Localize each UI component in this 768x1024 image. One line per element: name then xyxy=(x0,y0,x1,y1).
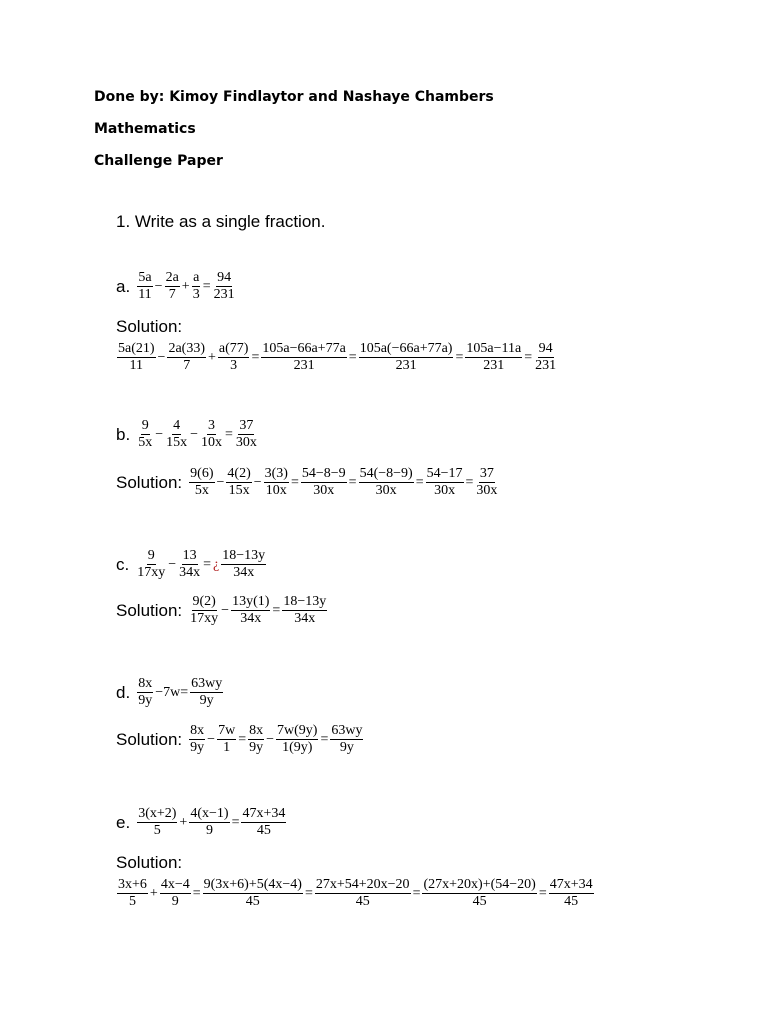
denominator: 1 xyxy=(223,740,231,755)
numerator: 4(2) xyxy=(227,466,251,481)
part-e-problem xyxy=(116,806,287,839)
numerator: 37 xyxy=(239,418,254,433)
operator: − xyxy=(266,731,275,747)
numerator: 2a(33) xyxy=(168,341,205,356)
denominator: 11 xyxy=(138,287,152,302)
denominator: 10x xyxy=(265,483,287,498)
denominator: 17xy xyxy=(190,611,219,626)
denominator: 5 xyxy=(153,823,161,838)
denominator: 9y xyxy=(339,740,354,755)
part-b-problem-expr xyxy=(136,418,259,451)
fraction xyxy=(475,466,498,499)
numerator: 9 xyxy=(141,418,149,433)
operator: + xyxy=(149,885,158,901)
operator: = xyxy=(290,474,299,490)
part-c-solution xyxy=(116,594,328,627)
operator: = xyxy=(320,731,329,747)
numerator: (27x+20x)+(54−20) xyxy=(423,877,536,892)
fraction xyxy=(189,723,205,756)
numerator: 3 xyxy=(208,418,215,433)
numerator: 7w(9y) xyxy=(277,723,318,738)
fraction xyxy=(136,548,166,581)
fraction xyxy=(167,341,206,374)
fraction xyxy=(301,466,347,499)
numerator: 47x+34 xyxy=(549,877,593,892)
denominator: 30x xyxy=(375,483,397,498)
denominator: 231 xyxy=(293,358,315,373)
denominator: 1(9y) xyxy=(282,740,313,755)
numerator: 47x+34 xyxy=(242,806,286,821)
part-a-solution-label-row xyxy=(116,317,188,337)
operator: = xyxy=(538,885,547,901)
denominator: 5x xyxy=(194,483,209,498)
question-heading: 1. Write as a single fraction. xyxy=(116,212,326,231)
part-a-problem-expr xyxy=(136,270,236,303)
denominator: 34x xyxy=(179,565,201,580)
operator: + xyxy=(181,278,190,294)
numerator: 105a(−66a+77a) xyxy=(359,341,453,356)
operator: = xyxy=(524,349,533,365)
part-e-solution-expr xyxy=(116,877,595,910)
part-d-problem xyxy=(116,676,224,709)
fraction xyxy=(359,466,414,499)
part-e-problem-expr xyxy=(136,806,287,839)
numerator: 54−17 xyxy=(426,466,463,481)
operator: − xyxy=(253,474,262,490)
denominator: 3 xyxy=(230,358,238,373)
fraction xyxy=(282,594,327,627)
operator: + xyxy=(179,814,188,830)
numerator: 9 xyxy=(147,548,155,563)
operator: − xyxy=(190,426,198,442)
operator: = xyxy=(348,349,357,365)
part-a-solution xyxy=(116,341,558,374)
denominator: 11 xyxy=(129,358,144,373)
numerator: 8x xyxy=(190,723,205,738)
numerator: 27x+54+20x−20 xyxy=(315,877,410,892)
operator: − xyxy=(216,474,225,490)
part-c-solution-label: Solution: xyxy=(116,600,183,620)
denominator: 34x xyxy=(240,611,262,626)
fraction xyxy=(190,676,223,709)
operator: − xyxy=(157,349,166,365)
denominator: 5 xyxy=(128,894,136,909)
numerator: 7w xyxy=(218,723,236,738)
operator: = xyxy=(203,556,212,572)
operator: − xyxy=(154,278,163,294)
fraction xyxy=(221,548,266,581)
denominator: 9y xyxy=(138,693,153,708)
numerator: 4 xyxy=(173,418,181,433)
paper-title: Challenge Paper xyxy=(94,153,223,169)
fraction xyxy=(189,466,214,499)
operator: = xyxy=(238,731,247,747)
operator: = xyxy=(192,885,201,901)
numerator: 2a xyxy=(165,270,179,285)
numerator: 105a−66a+77a xyxy=(262,341,346,356)
part-b-problem xyxy=(116,418,259,451)
fraction xyxy=(189,594,219,627)
numerator: 3(3) xyxy=(264,466,288,481)
fraction xyxy=(549,877,594,910)
fraction xyxy=(203,877,303,910)
denominator: 7 xyxy=(168,287,176,302)
denominator: 9 xyxy=(171,894,179,909)
operator: = xyxy=(348,474,357,490)
part-e-solution-label-row xyxy=(116,853,188,873)
denominator: 45 xyxy=(472,894,487,909)
fraction xyxy=(534,341,557,374)
part-e-solution-label: Solution: xyxy=(116,853,183,872)
denominator: 15x xyxy=(228,483,250,498)
part-d-problem-expr xyxy=(136,676,224,709)
numerator: 9(3x+6)+5(4x−4) xyxy=(203,877,302,892)
denominator: 34x xyxy=(233,565,255,580)
numerator: 94 xyxy=(538,341,553,356)
denominator: 9y xyxy=(249,740,264,755)
denominator: 231 xyxy=(535,358,557,373)
part-a-problem xyxy=(116,270,237,303)
part-b-solution-label: Solution: xyxy=(116,472,183,492)
part-b-solution-expr xyxy=(188,466,499,499)
fraction xyxy=(160,877,191,910)
part-c-problem xyxy=(116,548,267,581)
fraction xyxy=(465,341,522,374)
numerator: a xyxy=(193,270,200,285)
fraction xyxy=(117,341,156,374)
operator: = xyxy=(415,474,424,490)
fraction xyxy=(213,270,236,303)
numerator: 9(6) xyxy=(190,466,214,481)
part-a-solution-expr xyxy=(116,341,558,374)
fraction xyxy=(276,723,318,756)
part-a-solution-label: Solution: xyxy=(116,317,183,336)
numerator: 8x xyxy=(249,723,264,738)
part-c-problem-expr xyxy=(135,548,267,581)
numerator: a(77) xyxy=(218,341,249,356)
denominator: 15x xyxy=(166,435,188,450)
fraction xyxy=(200,418,223,451)
numerator: 18−13y xyxy=(222,548,266,563)
denominator: 45 xyxy=(256,823,271,838)
part-c-label: c. xyxy=(116,554,130,574)
part-a-label: a. xyxy=(116,276,131,296)
operator: = xyxy=(272,602,281,618)
fraction xyxy=(241,806,286,839)
part-c-solution-expr xyxy=(188,594,328,627)
operator: − xyxy=(168,556,177,572)
numerator: 4x−4 xyxy=(160,877,190,892)
numerator: 54−8−9 xyxy=(301,466,346,481)
operator: + xyxy=(208,349,216,365)
fraction xyxy=(137,676,153,709)
fraction xyxy=(359,341,454,374)
fraction xyxy=(117,877,148,910)
denominator: 30x xyxy=(313,483,335,498)
denominator: 231 xyxy=(483,358,505,373)
numerator: 54(−8−9) xyxy=(359,466,413,481)
subject-title: Mathematics xyxy=(94,121,196,137)
part-b-label: b. xyxy=(116,424,131,444)
fraction xyxy=(248,723,264,756)
numerator: 94 xyxy=(217,270,232,285)
fraction xyxy=(330,723,363,756)
denominator: 231 xyxy=(395,358,417,373)
part-d-solution xyxy=(116,723,364,756)
operator: = xyxy=(231,814,240,830)
numerator: 18−13y xyxy=(283,594,327,609)
numerator: 37 xyxy=(479,466,494,481)
fraction xyxy=(217,723,236,756)
operator: = xyxy=(251,349,260,365)
fraction xyxy=(218,341,250,374)
denominator: 7 xyxy=(183,358,191,373)
denominator: 45 xyxy=(564,894,579,909)
part-d-label: d. xyxy=(116,682,131,702)
fraction xyxy=(178,548,201,581)
denominator: 9 xyxy=(205,823,213,838)
denominator: 17xy xyxy=(137,565,166,580)
fraction xyxy=(165,270,180,303)
denominator: 3 xyxy=(192,287,200,302)
numerator: 8x xyxy=(138,676,153,691)
part-b-solution xyxy=(116,466,499,499)
part-d-solution-expr xyxy=(188,723,364,756)
operator: = xyxy=(412,885,421,901)
denominator: 231 xyxy=(213,287,235,302)
part-d-solution-label: Solution: xyxy=(116,729,183,749)
fraction xyxy=(137,806,177,839)
authors-line: Done by: Kimoy Findlaytor and Nashaye Chambers xyxy=(94,89,494,105)
denominator: 45 xyxy=(355,894,370,909)
numerator: 5a(21) xyxy=(118,341,155,356)
operator: −7w= xyxy=(155,684,189,700)
numerator: 5a xyxy=(138,270,152,285)
fraction xyxy=(192,270,201,303)
numerator: 3(x+2) xyxy=(138,806,177,821)
numerator: 3x+6 xyxy=(118,877,147,892)
denominator: 5x xyxy=(138,435,153,450)
fraction xyxy=(235,418,258,451)
numerator: 63wy xyxy=(331,723,363,738)
operator: = xyxy=(225,426,233,442)
numerator: 13 xyxy=(182,548,197,563)
fraction xyxy=(137,270,152,303)
inverted-question-mark: ¿ xyxy=(213,556,220,572)
operator: = xyxy=(465,474,474,490)
denominator: 10x xyxy=(201,435,222,450)
part-e-label: e. xyxy=(116,812,131,832)
denominator: 9y xyxy=(190,740,205,755)
denominator: 30x xyxy=(476,483,498,498)
operator: − xyxy=(207,731,216,747)
operator: = xyxy=(304,885,313,901)
denominator: 34x xyxy=(294,611,316,626)
operator: = xyxy=(202,278,211,294)
fraction xyxy=(165,418,188,451)
fraction xyxy=(422,877,536,910)
fraction xyxy=(261,341,346,374)
numerator: 13y(1) xyxy=(232,594,270,609)
fraction xyxy=(426,466,464,499)
denominator: 30x xyxy=(434,483,456,498)
operator: = xyxy=(455,349,464,365)
numerator: 9(2) xyxy=(192,594,216,609)
operator: − xyxy=(155,426,164,442)
fraction xyxy=(137,418,153,451)
fraction xyxy=(315,877,411,910)
fraction xyxy=(264,466,289,499)
denominator: 45 xyxy=(245,894,260,909)
fraction xyxy=(231,594,270,627)
part-e-solution xyxy=(116,877,595,910)
numerator: 4(x−1) xyxy=(190,806,229,821)
numerator: 105a−11a xyxy=(466,341,522,356)
operator: − xyxy=(221,602,230,618)
denominator: 9y xyxy=(199,693,214,708)
fraction xyxy=(226,466,251,499)
numerator: 63wy xyxy=(191,676,223,691)
fraction xyxy=(189,806,229,839)
denominator: 30x xyxy=(235,435,257,450)
